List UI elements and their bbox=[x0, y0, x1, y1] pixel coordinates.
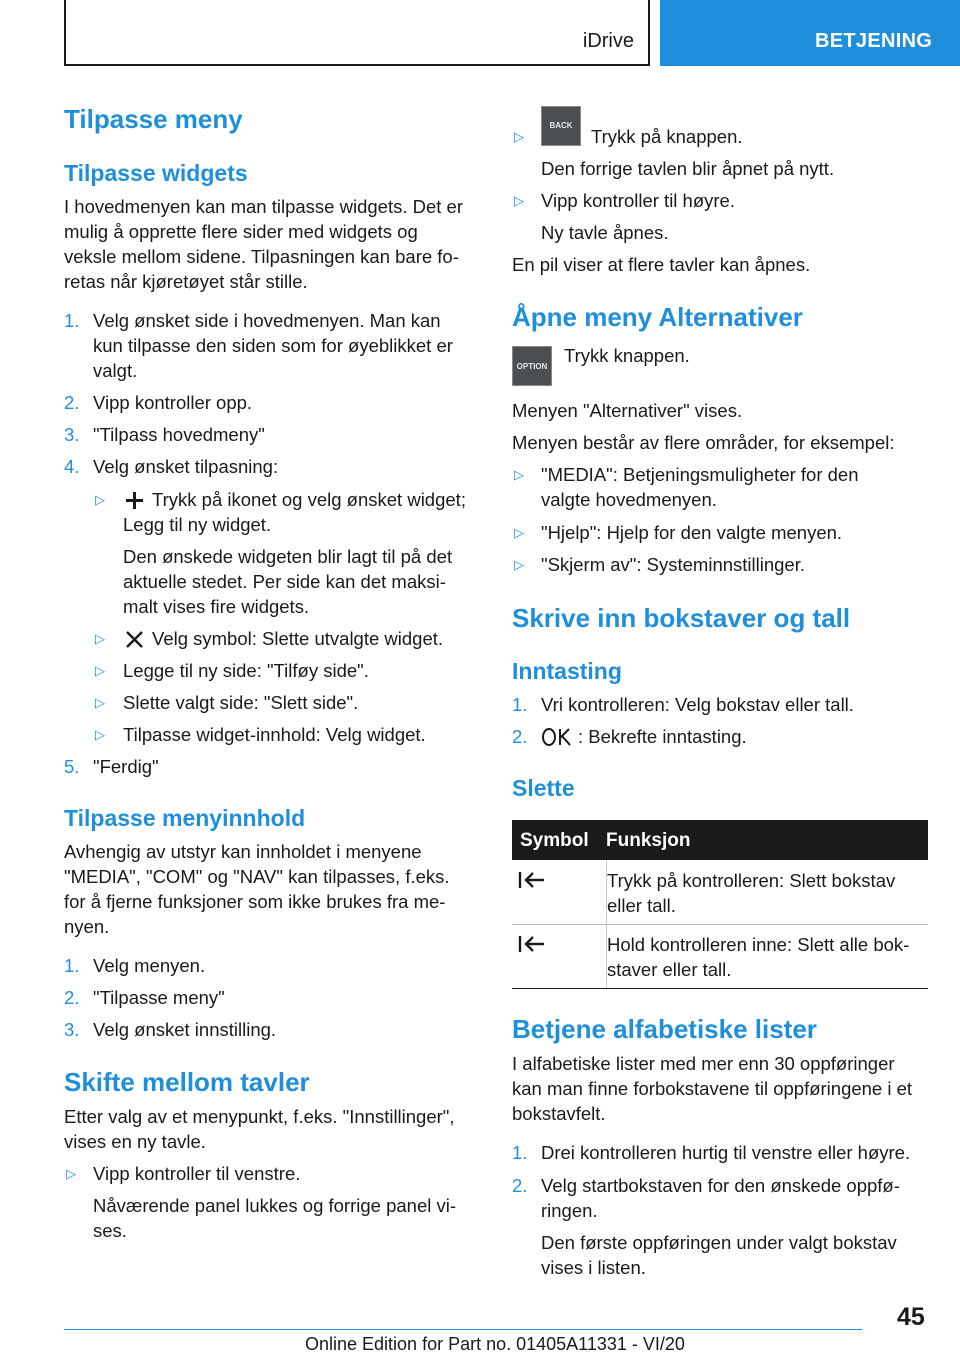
bullet-triangle-icon: ▷ bbox=[514, 525, 524, 540]
step-text: Velg ønsket innstilling. bbox=[93, 1019, 277, 1040]
step-text: Drei kontrolleren hurtig til venstre eller høyre. bbox=[541, 1142, 911, 1163]
sub-bullet-text: Velg symbol: Slette utvalgte widget. bbox=[152, 628, 444, 649]
body-line: I alfabetiske lister med mer enn 30 oppføringer bbox=[512, 1053, 895, 1074]
intro-line: I hovedmenyen kan man tilpasse widgets. Det er bbox=[64, 196, 463, 217]
step-text: "Ferdig" bbox=[93, 756, 159, 777]
bullet-text: "Hjelp": Hjelp for den valgte menyen. bbox=[541, 522, 843, 543]
body-line: nyen. bbox=[64, 916, 110, 937]
bullet-triangle-icon: ▷ bbox=[66, 1166, 76, 1181]
bullet-note: Ny tavle åpnes. bbox=[541, 222, 669, 243]
backspace-delete-icon bbox=[518, 870, 546, 890]
back-button-icon: BACK bbox=[541, 106, 581, 146]
sub-bullet-text: Legge til ny side: "Tilføy side". bbox=[123, 660, 369, 681]
table-cell-funksjon: eller tall. bbox=[607, 895, 676, 916]
table-cell-funksjon: Trykk på kontrolleren: Slett bokstav bbox=[607, 870, 896, 891]
body-line: Menyen består av flere områder, for eksempel: bbox=[512, 432, 895, 453]
heading-apne-meny-alternativer: Åpne meny Alternativer bbox=[512, 302, 803, 332]
intro-line: veksle mellom sidene. Tilpasningen kan bare fo- bbox=[64, 246, 459, 267]
sub-bullet-note: malt vises fire widgets. bbox=[123, 596, 310, 617]
step-number: 3. bbox=[64, 1019, 80, 1040]
body-line: "MEDIA", "COM" og "NAV" kan tilpasses, f.eks. bbox=[64, 866, 450, 887]
body-line: Menyen "Alternativer" vises. bbox=[512, 400, 743, 421]
bullet-triangle-icon: ▷ bbox=[95, 663, 105, 678]
step-text: ringen. bbox=[541, 1200, 598, 1221]
bullet-triangle-icon: ▷ bbox=[95, 631, 105, 646]
body-line: Avhengig av utstyr kan innholdet i menyene bbox=[64, 841, 422, 862]
table-col-symbol: Symbol bbox=[520, 830, 589, 851]
bullet-text: valgte hovedmenyen. bbox=[541, 489, 717, 510]
heading-tilpasse-menyinnhold: Tilpasse menyinnhold bbox=[64, 805, 306, 831]
step-number: 3. bbox=[64, 424, 80, 445]
sub-bullet-text: Trykk på ikonet og velg ønsket widget; bbox=[152, 489, 466, 510]
table-header bbox=[512, 820, 928, 860]
bullet-triangle-icon: ▷ bbox=[514, 467, 524, 482]
step-text: Velg ønsket tilpasning: bbox=[93, 456, 279, 477]
step-number: 2. bbox=[512, 1175, 528, 1196]
bullet-triangle-icon: ▷ bbox=[95, 727, 105, 742]
page-number: 45 bbox=[897, 1303, 925, 1331]
step-text: kun tilpasse den siden som for øyeblikket er bbox=[93, 335, 453, 356]
bullet-text: Trykk på knappen. bbox=[591, 126, 743, 147]
body-line: for å fjerne funksjoner som ikke brukes fra me- bbox=[64, 891, 446, 912]
step-text: Velg startbokstaven for den ønskede oppfø- bbox=[541, 1175, 900, 1196]
footer-edition: Online Edition for Part no. 01405A11331 - VI/20 bbox=[305, 1334, 685, 1354]
table-col-funksjon: Funksjon bbox=[606, 830, 691, 851]
body-line: En pil viser at flere tavler kan åpnes. bbox=[512, 254, 811, 275]
step-number: 4. bbox=[64, 456, 80, 477]
table-cell-funksjon: staver eller tall. bbox=[607, 959, 732, 980]
intro-line: mulig å opprette flere sider med widgets og bbox=[64, 221, 418, 242]
header-left-box bbox=[64, 0, 650, 66]
step-text: "Tilpass hovedmeny" bbox=[93, 424, 265, 445]
step-text: "Tilpasse meny" bbox=[93, 987, 225, 1008]
bullet-triangle-icon: ▷ bbox=[95, 492, 105, 507]
footer-rule bbox=[64, 1329, 862, 1330]
step-text: Vipp kontroller opp. bbox=[93, 392, 253, 413]
heading-inntasting: Inntasting bbox=[512, 658, 622, 684]
bullet-note: ses. bbox=[93, 1220, 127, 1241]
heading-skrive-inn: Skrive inn bokstaver og tall bbox=[512, 603, 851, 633]
step-number: 1. bbox=[64, 310, 80, 331]
intro-line: retas når kjøretøyet står stille. bbox=[64, 271, 308, 292]
heading-skifte-mellom-tavler: Skifte mellom tavler bbox=[64, 1067, 310, 1097]
sub-bullet-text: Slette valgt side: "Slett side". bbox=[123, 692, 359, 713]
step-text: valgt. bbox=[93, 360, 138, 381]
sub-bullet-text: Legg til ny widget. bbox=[123, 514, 272, 535]
step-text: Vri kontrolleren: Velg bokstav eller tall. bbox=[541, 694, 854, 715]
heading-tilpasse-widgets: Tilpasse widgets bbox=[64, 160, 248, 186]
body-line: Etter valg av et menypunkt, f.eks. "Innstillinger", bbox=[64, 1106, 455, 1127]
step-number: 2. bbox=[64, 987, 80, 1008]
step-note: vises i listen. bbox=[541, 1257, 646, 1278]
step-text: Velg ønsket side i hovedmenyen. Man kan bbox=[93, 310, 441, 331]
bullet-text: Vipp kontroller til venstre. bbox=[93, 1163, 301, 1184]
header-chapter: BETJENING bbox=[815, 30, 933, 52]
step-number: 5. bbox=[64, 756, 80, 777]
step-number: 1. bbox=[64, 955, 80, 976]
step-number: 1. bbox=[512, 694, 528, 715]
body-line: bokstavfelt. bbox=[512, 1103, 606, 1124]
table-row-divider bbox=[512, 924, 928, 925]
bullet-note: Den forrige tavlen blir åpnet på nytt. bbox=[541, 158, 835, 179]
heading-slette: Slette bbox=[512, 775, 575, 801]
option-button-icon: OPTION bbox=[512, 346, 552, 386]
step-number: 1. bbox=[512, 1142, 528, 1163]
bullet-triangle-icon: ▷ bbox=[514, 193, 524, 208]
close-x-icon bbox=[126, 631, 143, 648]
bullet-triangle-icon: ▷ bbox=[514, 557, 524, 572]
body-line: Trykk knappen. bbox=[564, 345, 690, 366]
header-section: iDrive bbox=[582, 30, 634, 52]
bullet-note: Nåværende panel lukkes og forrige panel vi- bbox=[93, 1195, 457, 1216]
sub-bullet-note: aktuelle stedet. Per side kan det maksi- bbox=[123, 571, 446, 592]
step-number: 2. bbox=[64, 392, 80, 413]
ok-symbol-icon bbox=[541, 727, 573, 747]
bullet-triangle-icon: ▷ bbox=[514, 129, 524, 144]
heading-tilpasse-meny: Tilpasse meny bbox=[64, 104, 243, 134]
bullet-text: "Skjerm av": Systeminnstillinger. bbox=[541, 554, 805, 575]
bullet-triangle-icon: ▷ bbox=[95, 695, 105, 710]
step-number: 2. bbox=[512, 726, 528, 747]
plus-icon bbox=[126, 492, 143, 509]
sub-bullet-text: Tilpasse widget-innhold: Velg widget. bbox=[123, 724, 426, 745]
backspace-delete-icon bbox=[518, 934, 546, 954]
heading-alfabetiske-lister: Betjene alfabetiske lister bbox=[512, 1014, 817, 1044]
step-text: : Bekrefte inntasting. bbox=[578, 726, 747, 747]
step-text: Velg menyen. bbox=[93, 955, 206, 976]
sub-bullet-note: Den ønskede widgeten blir lagt til på det bbox=[123, 546, 453, 567]
table-cell-funksjon: Hold kontrolleren inne: Slett alle bok- bbox=[607, 934, 910, 955]
body-line: vises en ny tavle. bbox=[64, 1131, 206, 1152]
table-bottom-rule bbox=[512, 988, 928, 989]
bullet-text: Vipp kontroller til høyre. bbox=[541, 190, 735, 211]
step-note: Den første oppføringen under valgt bokstav bbox=[541, 1232, 897, 1253]
bullet-text: "MEDIA": Betjeningsmuligheter for den bbox=[541, 464, 859, 485]
body-line: kan man finne forbokstavene til oppføringene i et bbox=[512, 1078, 913, 1099]
